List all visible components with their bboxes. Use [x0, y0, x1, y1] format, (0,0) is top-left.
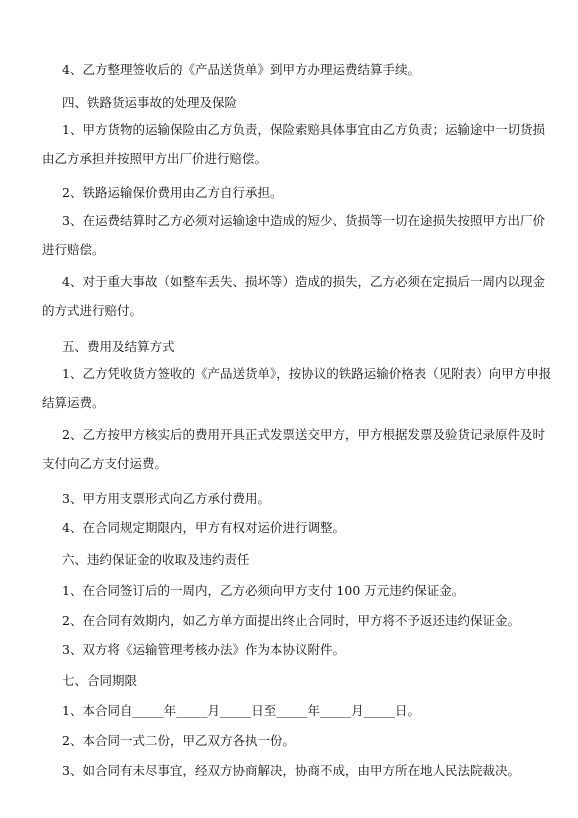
clause-6-3: 3、双方将《运输管理考核办法》作为本协议附件。 [62, 642, 345, 657]
section-5-title: 五、费用及结算方式 [62, 339, 175, 354]
clause-4-1: 1、甲方货物的运输保险由乙方负责，保险索赔具体事宜由乙方负责；运输途中一切货损由乙方承担并按照甲方出厂价进行赔偿。 [42, 122, 545, 166]
clause-5-3: 3、甲方用支票形式向乙方承付费用。 [62, 491, 270, 506]
clause-5-1: 1、乙方凭收货方签收的《产品送货单》，按协议的铁路运输价格表（见附表）向甲方申报结算运费。 [42, 366, 552, 410]
clause-5-4: 4、在合同规定期限内，甲方有权对运价进行调整。 [62, 520, 345, 535]
clause-3-4: 4、乙方整理签收后的《产品送货单》到甲方办理运费结算手续。 [62, 62, 420, 77]
clause-5-2: 2、乙方按甲方核实后的费用开具正式发票送交甲方，甲方根据发票及验货记录原件及时支付向乙方支付运费。 [42, 427, 545, 471]
clause-4-2: 2、铁路运输保价费用由乙方自行承担。 [62, 185, 283, 200]
clause-6-1: 1、在合同签订后的一周内，乙方必须向甲方支付 100 万元违约保证金。 [62, 583, 465, 598]
clause-4-4: 4、对于重大事故（如整车丢失、损坏等）造成的损失，乙方必须在定损后一周内以现金的方式进行赔付。 [42, 274, 545, 318]
clause-7-2: 2、本合同一式二份，甲乙双方各执一份。 [62, 733, 295, 748]
clause-6-2: 2、在合同有效期内，如乙方单方面提出终止合同时，甲方将不予返还违约保证金。 [62, 613, 520, 628]
section-7-title: 七、合同期限 [62, 673, 138, 688]
clause-7-3: 3、如合同有未尽事宜，经双方协商解决，协商不成，由甲方所在地人民法院裁决。 [62, 763, 520, 778]
clause-7-1: 1、本合同自_____年_____月_____日至_____年_____月_____日。 [62, 703, 420, 718]
section-6-title: 六、违约保证金的收取及违约责任 [62, 552, 250, 567]
clause-4-3: 3、在运费结算时乙方必须对运输途中造成的短少、货损等一切在途损失按照甲方出厂价进行赔偿。 [42, 213, 545, 257]
section-4-title: 四、铁路货运事故的处理及保险 [62, 95, 238, 110]
